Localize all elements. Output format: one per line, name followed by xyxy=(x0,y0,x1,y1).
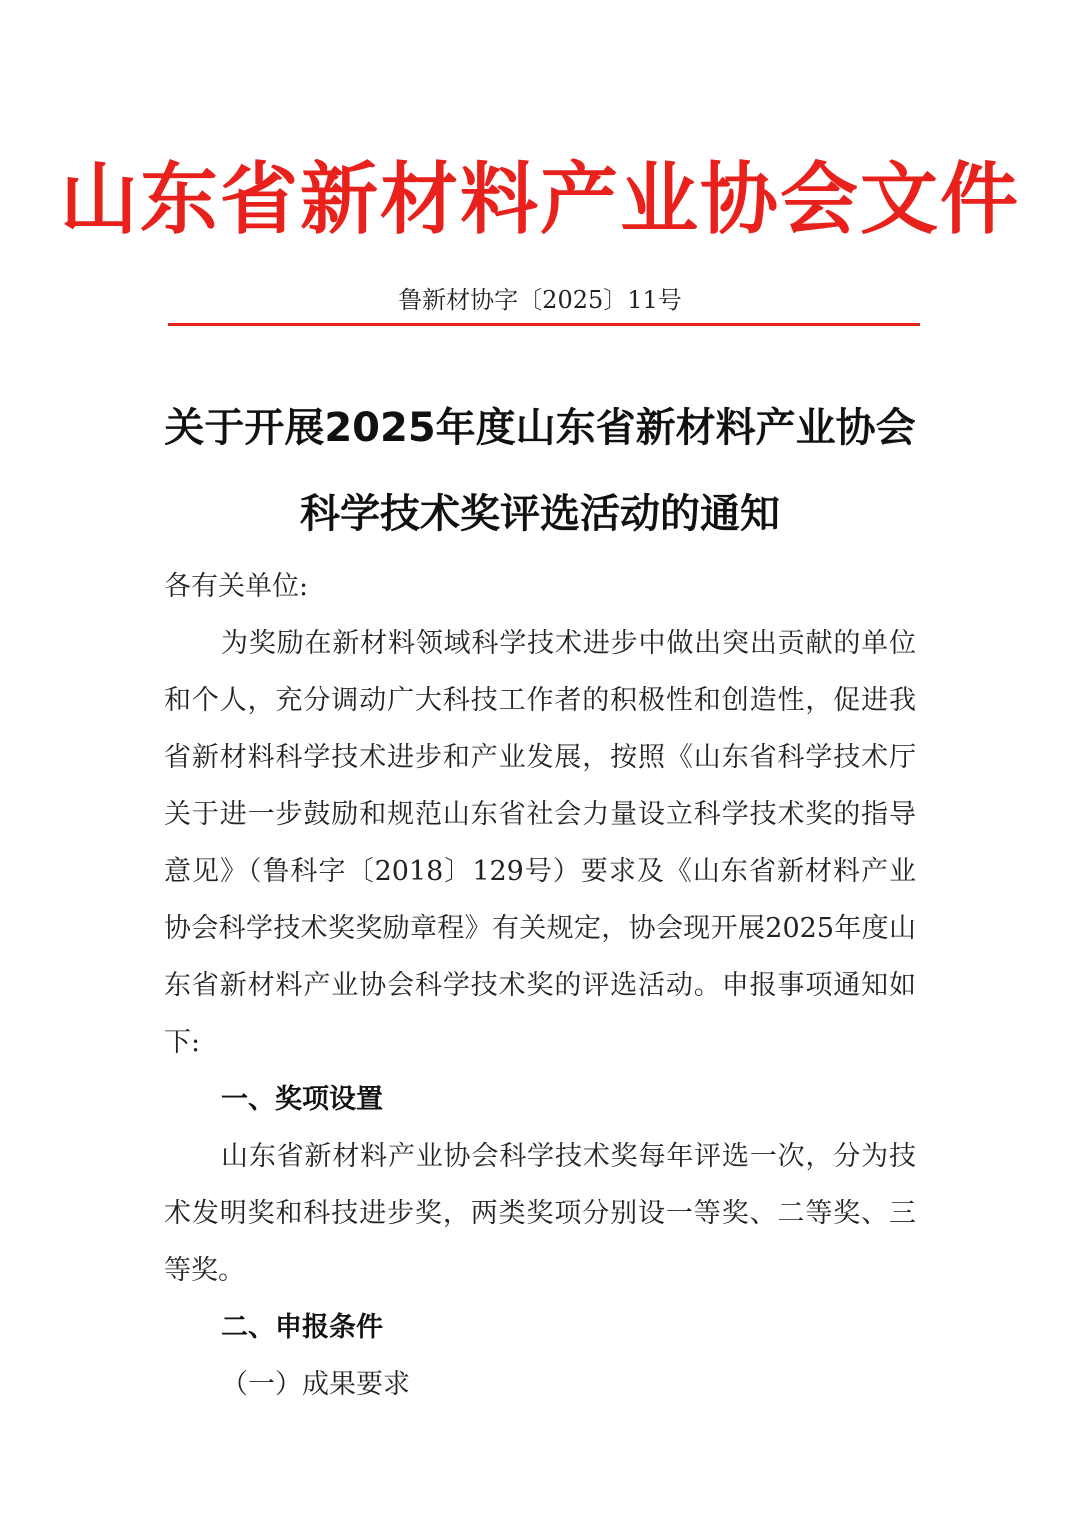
section1-heading: 一、奖项设置 xyxy=(221,1084,383,1115)
doc-number: 鲁新材协字〔2025〕11号 xyxy=(398,286,682,314)
section2-subheading: （一）成果要求 xyxy=(221,1369,410,1400)
notice-title-line2: 科学技术奖评选活动的通知 xyxy=(300,491,780,537)
notice-body xyxy=(164,558,916,1413)
section1-paragraph: 山东省新材料产业协会科学技术奖每年评选一次，分为技术发明奖和科技进步奖，两类奖项分别设一等奖、二等奖、三等奖。 xyxy=(164,1141,916,1286)
notice-title-line1: 关于开展2025年度山东省新材料产业协会 xyxy=(164,405,916,451)
salutation: 各有关单位: xyxy=(164,571,309,602)
header-divider xyxy=(168,323,920,326)
intro-paragraph: 为奖励在新材料领域科学技术进步中做出突出贡献的单位和个人，充分调动广大科技工作者的积极性和创造性，促进我省新材料科学技术进步和产业发展，按照《山东省科学技术厅关于进一步鼓励和规范山东省社会力量设立科学技术奖的指导意见》（鲁科字〔2018〕129号）要求及《山东省新材料产业协会科学技术奖奖励章程》有关规定，协会现开展2025年度山东省新材料产业协会科学技术奖的评选活动。申报事项通知如下: xyxy=(164,628,916,1058)
org-title: 山东省新材料产业协会文件 xyxy=(59,155,1020,245)
section2-heading: 二、申报条件 xyxy=(221,1312,383,1343)
